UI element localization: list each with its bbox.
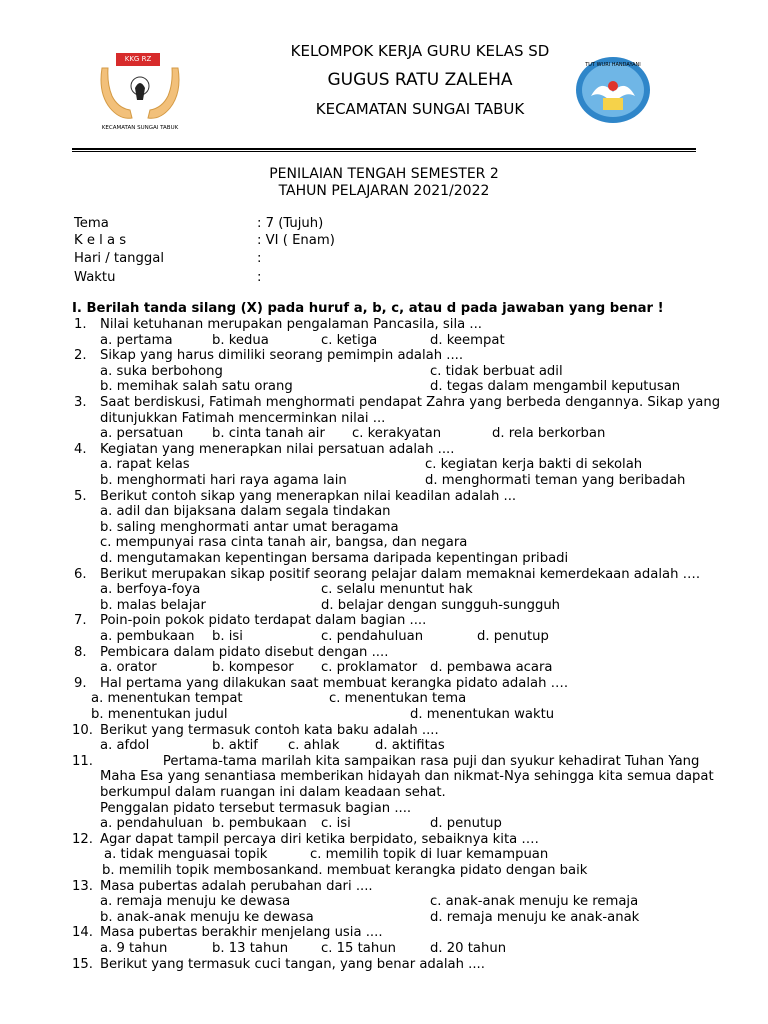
- question-number: 5.: [74, 488, 87, 504]
- answer-option[interactable]: d. mengutamakan kepentingan bersama daripada kepentingan pribadi: [100, 551, 569, 566]
- question-text: Berikut yang termasuk cuci tangan, yang benar adalah ....: [100, 956, 485, 972]
- question-text: Agar dapat tampil percaya diri ketika berpidato, sebaiknya kita ….: [100, 831, 539, 847]
- answer-option[interactable]: b. kompesor: [212, 660, 294, 676]
- question-text: Maha Esa yang senantiasa memberikan hidayah dan nikmat-Nya sehingga kita semua dapat: [100, 769, 714, 785]
- exam-title-line-1: PENILAIAN TENGAH SEMESTER 2: [269, 166, 499, 182]
- question-number: 1.: [74, 317, 87, 332]
- question-text: Masa pubertas adalah perubahan dari ....: [100, 878, 373, 894]
- question-text: Kegiatan yang menerapkan nilai persatuan adalah ....: [100, 441, 455, 457]
- exam-title-line-2: TAHUN PELAJARAN 2021/2022: [278, 183, 490, 199]
- emblem-text: TUT WURI HANDAYANI: [585, 62, 641, 68]
- question-number: 8.: [74, 644, 87, 660]
- info-label-kelas: K e l a s: [74, 233, 127, 248]
- answer-option[interactable]: b. malas belajar: [100, 597, 206, 613]
- info-value-hari: :: [257, 251, 262, 266]
- question-text: Pembicara dalam pidato disebut dengan ....: [100, 644, 389, 660]
- answer-option[interactable]: a. pembukaan: [100, 629, 195, 644]
- answer-option[interactable]: b. memihak salah satu orang: [100, 379, 293, 395]
- answer-option[interactable]: d. penutup: [477, 629, 549, 644]
- answer-option[interactable]: b. pembukaan: [212, 816, 307, 832]
- answer-option[interactable]: a. pertama: [100, 332, 173, 348]
- question-number: 14.: [72, 925, 93, 941]
- question-text: Pertama-tama marilah kita sampaikan rasa puji dan syukur kehadirat Tuhan Yang: [100, 753, 700, 769]
- answer-option[interactable]: b. menghormati hari raya agama lain: [100, 473, 347, 488]
- question-text: berkumpul dalam ruangan ini dalam keadaan sehat.: [100, 785, 446, 800]
- answer-option[interactable]: c. tidak berbuat adil: [430, 363, 563, 379]
- answer-option[interactable]: c. menentukan tema: [329, 691, 467, 707]
- answer-option[interactable]: d. membuat kerangka pidato dengan baik: [310, 863, 588, 878]
- question-text: Saat berdiskusi, Fatimah menghormati pendapat Zahra yang berbeda dengannya. Sikap yang: [100, 395, 721, 410]
- info-value-tema: : 7 (Tujuh): [257, 216, 324, 231]
- question-text: Berikut merupakan sikap positif seorang pelajar dalam memaknai kemerdekaan adalah ….: [100, 566, 701, 582]
- answer-option[interactable]: d. menghormati teman yang beribadah: [425, 473, 686, 488]
- header-divider-thin: [72, 151, 696, 152]
- answer-option[interactable]: a. persatuan: [100, 426, 184, 442]
- answer-option[interactable]: c. ketiga: [321, 332, 378, 348]
- question-number: 3.: [74, 395, 87, 410]
- question-text: ditunjukkan Fatimah mencerminkan nilai ...: [100, 410, 386, 426]
- org-line-1: KELOMPOK KERJA GURU KELAS SD: [290, 42, 550, 60]
- question-text: Poin-poin pokok pidato terdapat dalam bagian ....: [100, 613, 427, 629]
- answer-option[interactable]: a. rapat kelas: [100, 457, 190, 473]
- answer-option[interactable]: b. cinta tanah air: [212, 426, 325, 442]
- answer-option[interactable]: a. remaja menuju ke dewasa: [100, 894, 291, 910]
- answer-option[interactable]: c. kerakyatan: [352, 426, 442, 442]
- answer-option[interactable]: a. menentukan tempat: [91, 691, 243, 707]
- org-line-3: KECAMATAN SUNGAI TABUK: [315, 100, 525, 118]
- answer-option[interactable]: c. 15 tahun: [321, 941, 396, 956]
- question-number: 13.: [72, 878, 93, 894]
- kkg-logo: [92, 48, 188, 138]
- answer-option[interactable]: a. adil dan bijaksana dalam segala tindakan: [100, 504, 391, 520]
- answer-option[interactable]: d. penutup: [430, 816, 502, 832]
- question-text: Sikap yang harus dimiliki seorang pemimpin adalah ....: [100, 348, 464, 364]
- answer-option[interactable]: b. anak-anak menuju ke dewasa: [100, 909, 314, 925]
- answer-option[interactable]: d. 20 tahun: [430, 941, 507, 956]
- question-number: 6.: [74, 566, 87, 582]
- question-number: 15.: [72, 956, 93, 972]
- answer-option[interactable]: a. tidak menguasai topik: [104, 847, 268, 863]
- answer-option[interactable]: d. aktifitas: [375, 738, 445, 754]
- question-number: 9.: [74, 675, 87, 691]
- question-text: Hal pertama yang dilakukan saat membuat kerangka pidato adalah ….: [100, 675, 569, 691]
- answer-option[interactable]: a. afdol: [100, 738, 150, 754]
- answer-option[interactable]: c. anak-anak menuju ke remaja: [430, 894, 639, 910]
- question-number: 11.: [72, 753, 93, 769]
- answer-option[interactable]: c. isi: [321, 816, 351, 832]
- answer-option[interactable]: d. menentukan waktu: [410, 707, 555, 722]
- answer-option[interactable]: a. berfoya-foya: [100, 582, 201, 598]
- question-text: Nilai ketuhanan merupakan pengalaman Pancasila, sila ...: [100, 317, 482, 332]
- answer-option[interactable]: b. memilih topik membosankan: [102, 863, 311, 878]
- answer-option[interactable]: b. saling menghormati antar umat beragama: [100, 519, 399, 535]
- header-divider-thick: [72, 148, 696, 150]
- answer-option[interactable]: d. tegas dalam mengambil keputusan: [430, 379, 681, 395]
- answer-option[interactable]: b. kedua: [212, 332, 269, 348]
- answer-option[interactable]: b. menentukan judul: [91, 707, 228, 722]
- answer-option[interactable]: c. pendahuluan: [321, 629, 424, 644]
- question-text: Berikut yang termasuk contoh kata baku adalah ....: [100, 722, 439, 738]
- info-value-waktu: :: [257, 270, 262, 285]
- kkg-badge-text: KKG RZ: [124, 55, 152, 63]
- question-number: 12.: [72, 831, 93, 847]
- info-label-tema: Tema: [74, 216, 109, 231]
- answer-option[interactable]: d. remaja menuju ke anak-anak: [430, 909, 640, 925]
- question-text: Penggalan pidato tersebut termasuk bagian ....: [100, 800, 412, 816]
- answer-option[interactable]: b. 13 tahun: [212, 941, 289, 956]
- answer-option[interactable]: a. suka berbohong: [100, 363, 223, 379]
- question-text: Masa pubertas berakhir menjelang usia ....: [100, 925, 383, 941]
- answer-option[interactable]: b. isi: [212, 629, 243, 644]
- tut-wuri-handayani-logo: [575, 56, 651, 124]
- question-number: 7.: [74, 613, 87, 629]
- answer-option[interactable]: d. keempat: [430, 332, 505, 348]
- question-number: 4.: [74, 441, 87, 457]
- info-label-waktu: Waktu: [74, 270, 116, 285]
- answer-option[interactable]: c. ahlak: [288, 738, 340, 754]
- question-number: 10.: [72, 722, 93, 738]
- answer-option[interactable]: d. pembawa acara: [430, 660, 553, 676]
- answer-option[interactable]: c. proklamator: [321, 660, 418, 676]
- answer-option[interactable]: c. memilih topik di luar kemampuan: [310, 847, 549, 863]
- section-instruction: I. Berilah tanda silang (X) pada huruf a, b, c, atau d pada jawaban yang benar !: [72, 301, 664, 316]
- answer-option[interactable]: a. orator: [100, 660, 157, 676]
- question-number: 2.: [74, 348, 87, 364]
- answer-option[interactable]: a. pendahuluan: [100, 816, 203, 832]
- answer-option[interactable]: d. rela berkorban: [492, 426, 606, 442]
- answer-option[interactable]: c. kegiatan kerja bakti di sekolah: [425, 457, 643, 473]
- org-line-2: GUGUS RATU ZALEHA: [327, 70, 513, 90]
- exam-title: [72, 166, 696, 200]
- answer-option[interactable]: a. 9 tahun: [100, 941, 168, 956]
- answer-option[interactable]: c. mempunyai rasa cinta tanah air, bangsa, dan negara: [100, 535, 468, 551]
- info-label-hari: Hari / tanggal: [74, 251, 165, 266]
- question-text: Berikut contoh sikap yang menerapkan nilai keadilan adalah ...: [100, 488, 517, 504]
- answer-option[interactable]: d. belajar dengan sungguh-sungguh: [321, 597, 561, 613]
- info-value-kelas: : VI ( Enam): [257, 233, 335, 248]
- answer-option[interactable]: b. aktif: [212, 738, 258, 754]
- answer-option[interactable]: c. selalu menuntut hak: [321, 582, 473, 598]
- kkg-caption: KECAMATAN SUNGAI TABUK: [101, 125, 179, 131]
